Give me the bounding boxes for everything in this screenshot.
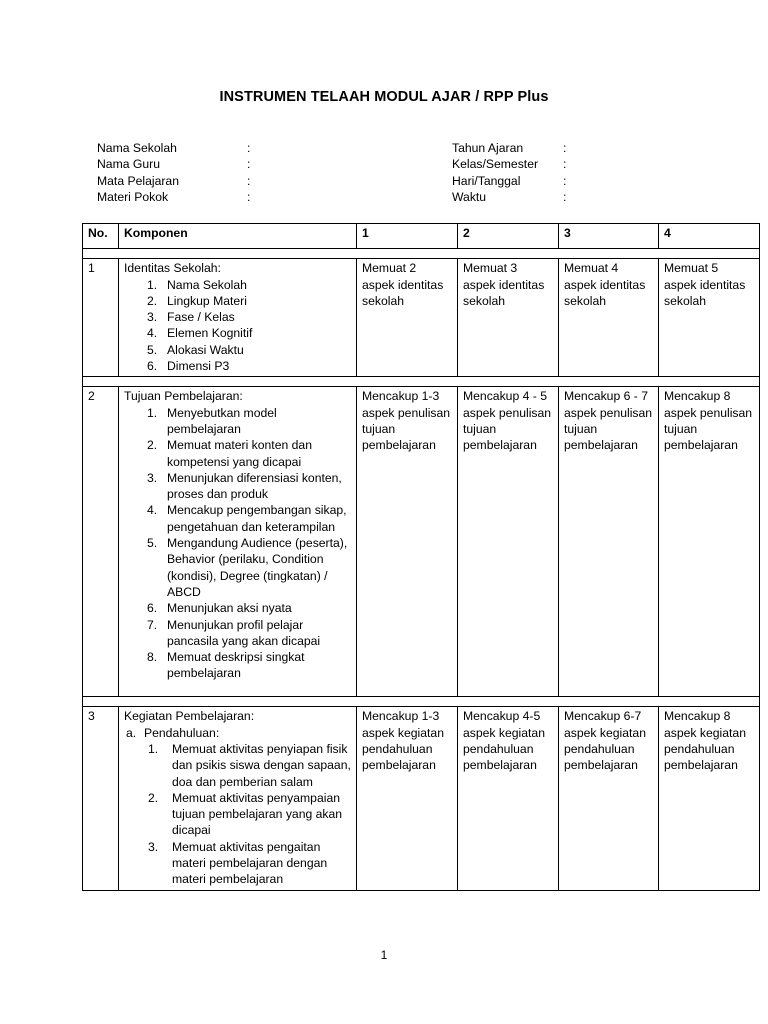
document-title: INSTRUMEN TELAAH MODUL AJAR / RPP Plus	[219, 89, 549, 105]
header-score-2: 2	[458, 224, 559, 249]
component-title: Kegiatan Pembelajaran:	[124, 709, 255, 724]
info-colon: :	[247, 157, 251, 172]
score-cell: Memuat 4 aspek identitas sekolah	[559, 259, 659, 377]
list-item: Menunjukan diferensiasi konten, proses dan produk	[167, 470, 342, 502]
page-number: 1	[380, 948, 388, 962]
table-row	[83, 707, 760, 890]
info-label: Nama Sekolah	[97, 141, 177, 155]
info-row	[452, 189, 566, 205]
row-number: 1	[83, 259, 119, 377]
header-score-3: 3	[559, 224, 659, 249]
info-label: Hari/Tanggal	[452, 173, 521, 188]
info-right-block	[452, 140, 566, 205]
list-item: Fase / Kelas	[167, 310, 235, 325]
info-label: Materi Pokok	[97, 189, 169, 204]
component-list	[124, 277, 351, 375]
list-item: Lingkup Materi	[167, 293, 247, 308]
list-item: Memuat aktivitas penyampaian tujuan pembelajaran yang akan dicapai	[172, 790, 343, 838]
info-colon: :	[247, 189, 251, 204]
score-cell: Mencakup 6-7 aspek kegiatan pendahuluan pembelajaran	[559, 707, 659, 890]
sub-title: Pendahuluan:	[144, 725, 220, 740]
row-number: 3	[83, 707, 119, 890]
info-label: Kelas/Semester	[452, 157, 539, 172]
score-cell: Mencakup 8 aspek penulisan tujuan pembelajaran	[659, 387, 760, 697]
list-item: Menunjukan aksi nyata	[167, 601, 292, 616]
info-label: Nama Guru	[97, 157, 160, 172]
header-component: Komponen	[119, 224, 357, 249]
info-colon: :	[563, 157, 567, 172]
info-row	[452, 173, 566, 189]
list-item: Mengandung Audience (peserta), Behavior (perilaku, Condition (kondisi), Degree (tingkatan) / ABCD	[167, 536, 348, 599]
info-left-block	[97, 140, 250, 205]
info-colon: :	[247, 141, 251, 155]
list-item: Memuat materi konten dan kompetensi yang dicapai	[167, 438, 312, 469]
component-title: Tujuan Pembelajaran:	[124, 389, 243, 404]
header-score-1: 1	[357, 224, 458, 249]
info-row	[97, 189, 250, 205]
info-colon: :	[563, 173, 567, 188]
score-cell: Mencakup 6 - 7 aspek penulisan tujuan pembelajaran	[559, 387, 659, 697]
score-cell: Mencakup 1-3 aspek kegiatan pendahuluan pembelajaran	[357, 707, 458, 890]
component-list	[144, 741, 351, 888]
list-item: Dimensi P3	[167, 359, 230, 374]
score-cell: Memuat 2 aspek identitas sekolah	[357, 259, 458, 377]
score-cell: Memuat 5 aspek identitas sekolah	[659, 259, 760, 377]
info-label: Mata Pelajaran	[97, 173, 179, 188]
info-label: Tahun Ajaran	[452, 141, 524, 155]
list-item: Menunjukan profil pelajar pancasila yang akan dicapai	[167, 617, 321, 648]
list-item: Alokasi Waktu	[167, 342, 244, 357]
info-row	[97, 173, 250, 189]
score-cell: Mencakup 4-5 aspek kegiatan pendahuluan pembelajaran	[458, 707, 559, 890]
info-row	[97, 140, 250, 156]
table-header-row	[83, 224, 760, 249]
list-item: Memuat aktivitas pengaitan materi pembelajaran dengan materi pembelajaran	[172, 839, 328, 887]
sub-list	[124, 725, 351, 888]
info-label: Waktu	[452, 189, 487, 204]
table-spacer	[83, 249, 760, 259]
info-row	[452, 156, 566, 172]
header-score-4: 4	[659, 224, 760, 249]
list-item: Nama Sekolah	[167, 277, 247, 292]
table-spacer	[83, 697, 760, 707]
info-row	[452, 140, 566, 156]
component-cell	[119, 387, 357, 697]
list-item: Elemen Kognitif	[167, 326, 253, 341]
header-no: No.	[83, 224, 119, 249]
score-cell: Mencakup 1-3 aspek penulisan tujuan pembelajaran	[357, 387, 458, 697]
score-cell: Mencakup 8 aspek kegiatan pendahuluan pembelajaran	[659, 707, 760, 890]
component-list	[124, 405, 351, 682]
table-row	[83, 387, 760, 697]
list-item: Memuat aktivitas penyiapan fisik dan psikis siswa dengan sapaan, doa dan pemberian salam	[172, 741, 351, 789]
table-row	[83, 259, 760, 377]
component-cell	[119, 707, 357, 890]
info-colon: :	[563, 141, 567, 155]
score-cell: Mencakup 4 - 5 aspek penulisan tujuan pembelajaran	[458, 387, 559, 697]
table-spacer	[83, 377, 760, 387]
component-cell	[119, 259, 357, 377]
info-colon: :	[563, 189, 567, 204]
info-row	[97, 156, 250, 172]
assessment-table	[82, 223, 760, 891]
row-number: 2	[83, 387, 119, 697]
list-item: Menyebutkan model pembelajaran	[167, 405, 277, 436]
list-item: Memuat deskripsi singkat pembelajaran	[167, 650, 305, 681]
info-colon: :	[247, 173, 251, 188]
list-item: Mencakup pengembangan sikap, pengetahuan dan keterampilan	[167, 503, 347, 534]
component-title: Identitas Sekolah:	[124, 261, 221, 276]
sub-list-item	[126, 725, 351, 888]
score-cell: Memuat 3 aspek identitas sekolah	[458, 259, 559, 377]
